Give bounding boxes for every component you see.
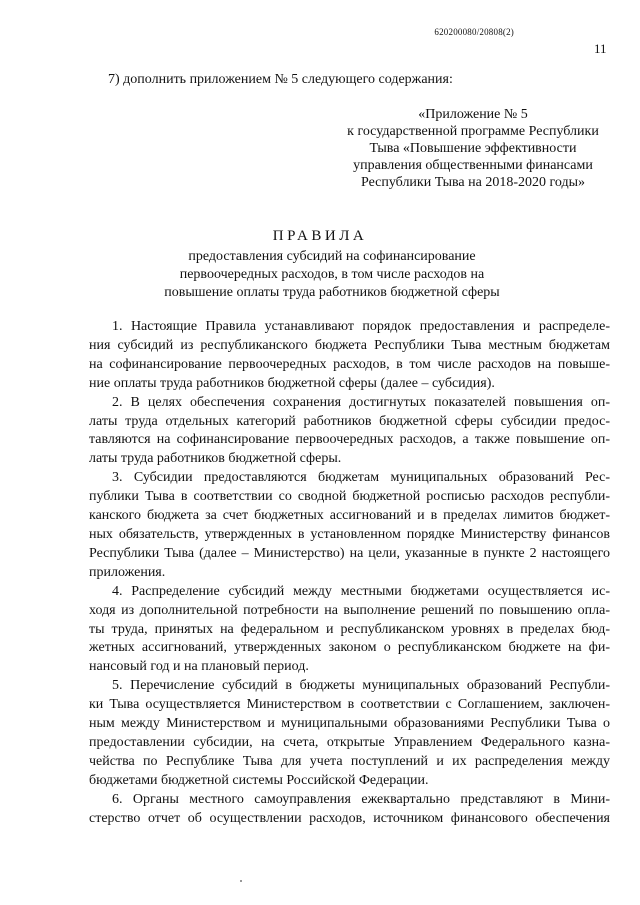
subtitle-line: первоочередных расходов, в том числе расходов на — [179, 267, 485, 282]
paragraph — [89, 677, 610, 790]
paragraph-line: 1. Настоящие Правила устанавливают порядок предоставления и распределе- — [112, 319, 610, 334]
paragraph-line: жетных ассигнований, утвержденных законом о республиканском бюджете на фи- — [89, 640, 610, 656]
appendix-line: «Приложение № 5 — [418, 107, 528, 122]
paragraph-line: Республики Тыва (далее – Министерство) на цели, указанные в пункте 2 настоящего — [89, 545, 610, 561]
document-title: ПРАВИЛА — [272, 228, 368, 244]
paragraph-line: предоставлении субсидии, на счета, открытые Управлением Федерального казна- — [89, 734, 610, 750]
paragraph-line: приложения. — [89, 564, 166, 580]
paragraph-line: нансовый год и на плановый период. — [89, 659, 309, 675]
intro-line: 7) дополнить приложением № 5 следующего содержания: — [108, 72, 453, 87]
scan-speck — [240, 880, 242, 882]
paragraph-line: ки Тыва осуществляется Министерством в соответствии с Соглашением, заключен- — [89, 697, 610, 713]
paragraph — [89, 583, 610, 678]
paragraph — [89, 469, 610, 582]
paragraph-line: ты труда, принятых на федеральном и республиканском уровнях в пределах бюд- — [89, 621, 610, 637]
paragraph-line: латы труда отдельных категорий работников бюджетной сферы субсидии предос- — [89, 413, 610, 429]
appendix-line: управления общественными финансами — [353, 158, 593, 173]
paragraph — [89, 318, 610, 394]
paragraph-line: 3. Субсидии предоставляются бюджетам муниципальных образований Рес- — [112, 470, 610, 486]
subtitle-line: предоставления субсидий на софинансирование — [188, 249, 476, 264]
paragraph-line: 2. В целях обеспечения сохранения достигнутых показателей повышения оп- — [112, 394, 610, 410]
paragraph-line: публики Тыва в соответствии со сводной бюджетной росписью расходов республи- — [89, 489, 610, 505]
appendix-line: к государственной программе Республики — [347, 124, 599, 139]
paragraph-line: 4. Распределение субсидий между местными бюджетами осуществляется ис- — [112, 583, 610, 599]
document-code: 620200080/20808(2) — [434, 27, 514, 37]
paragraph-line: ных обязательств, утвержденных в установленном порядке Министерству финансов — [89, 526, 610, 542]
paragraph — [89, 791, 610, 829]
subtitle-line: повышение оплаты труда работников бюджетной сферы — [164, 285, 500, 300]
paragraph-line: ние оплаты труда работников бюджетной сферы (далее – субсидия). — [89, 375, 495, 391]
document-subtitle — [112, 248, 552, 302]
paragraph-line: 5. Перечисление субсидий в бюджеты муниципальных образований Республи- — [112, 678, 610, 694]
appendix-heading — [330, 106, 616, 191]
paragraph-line: латы труда работников бюджетной сферы. — [89, 451, 342, 467]
paragraph-line: на софинансирование первоочередных расходов, в том числе расходов на повыше- — [89, 356, 610, 372]
appendix-line: Республики Тыва на 2018-2020 годы» — [360, 175, 586, 190]
paragraph-line: ным между Министерством и муниципальными образованиями Республики Тыва о — [89, 716, 610, 732]
paragraph-line: тавляются на софинансирование первоочередных расходов, а также повышение оп- — [89, 432, 610, 448]
paragraph-line: канского бюджета за счет бюджетных ассигнований и в пределах лимитов бюджет- — [89, 508, 610, 524]
page-number: 11 — [594, 41, 607, 56]
document-body — [89, 318, 610, 828]
paragraph-line: ходя из дополнительной потребности на выполнение решений по повышению опла- — [89, 602, 610, 618]
paragraph-line: 6. Органы местного самоуправления ежеквартально представляют в Мини- — [112, 791, 610, 807]
paragraph-line: ния субсидий из республиканского бюджета Республики Тыва местным бюджетам — [89, 337, 610, 353]
paragraph-line: чейства по Республике Тыва для учета поступлений и их распределения между — [89, 753, 610, 769]
appendix-line: Тыва «Повышение эффективности — [369, 141, 577, 156]
paragraph-line: стерство отчет об осуществлении расходов, источником финансового обеспечения — [89, 810, 610, 826]
paragraph-line: бюджетами бюджетной системы Российской Федерации. — [89, 772, 429, 788]
paragraph — [89, 394, 610, 470]
